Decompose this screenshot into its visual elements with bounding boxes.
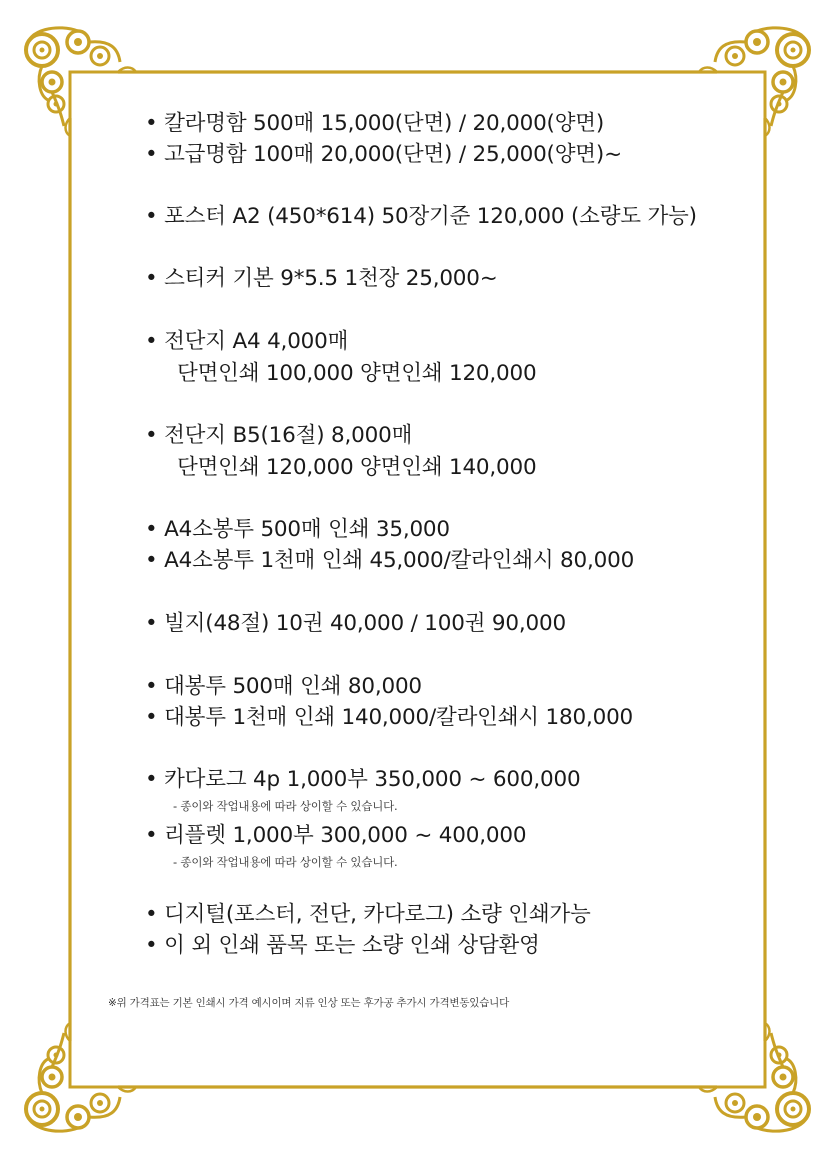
item-color-business-card: • 칼라명함 500매 15,000(단면) / 20,000(양면) xyxy=(145,111,605,136)
scroll-swirl-icon xyxy=(26,1023,136,1131)
item-flyer-a4: • 전단지 A4 4,000매 xyxy=(145,329,349,354)
scroll-swirl-icon xyxy=(699,28,809,136)
item-digital-print: • 디지털(포스터, 전단, 카다로그) 소량 인쇄가능 xyxy=(145,902,591,927)
item-large-envelope-1000: • 대봉투 1천매 인쇄 140,000/칼라인쇄시 180,000 xyxy=(145,705,634,730)
item-sticker: • 스티커 기본 9*5.5 1천장 25,000~ xyxy=(145,266,498,291)
item-bill-book: • 빌지(48절) 10권 40,000 / 100권 90,000 xyxy=(145,611,566,636)
item-a4-envelope-500: • A4소봉투 500매 인쇄 35,000 xyxy=(145,517,450,542)
item-a4-envelope-1000: • A4소봉투 1천매 인쇄 45,000/칼라인쇄시 80,000 xyxy=(145,548,635,573)
item-leaflet: • 리플렛 1,000부 300,000 ~ 400,000 xyxy=(145,823,527,848)
item-flyer-b5: • 전단지 B5(16절) 8,000매 xyxy=(145,423,413,448)
item-consultation: • 이 외 인쇄 품목 또는 소량 인쇄 상담환영 xyxy=(145,933,540,958)
item-catalog-note: - 종이와 작업내용에 따라 상이할 수 있습니다. xyxy=(173,799,398,813)
scroll-swirl-icon xyxy=(699,1023,809,1131)
footer-disclaimer: ※위 가격표는 기본 인쇄시 가격 예시이며 지류 인상 또는 후가공 추가시 가격변동있습니다 xyxy=(108,997,510,1009)
item-premium-business-card: • 고급명함 100매 20,000(단면) / 25,000(양면)~ xyxy=(145,142,622,167)
item-leaflet-note: - 종이와 작업내용에 따라 상이할 수 있습니다. xyxy=(173,855,398,869)
item-large-envelope-500: • 대봉투 500매 인쇄 80,000 xyxy=(145,674,422,699)
item-flyer-a4-prices: 단면인쇄 100,000 양면인쇄 120,000 xyxy=(177,361,537,386)
item-flyer-b5-prices: 단면인쇄 120,000 양면인쇄 140,000 xyxy=(177,455,537,480)
item-poster-a2: • 포스터 A2 (450*614) 50장기준 120,000 (소량도 가능) xyxy=(145,204,697,229)
scroll-swirl-icon xyxy=(26,28,136,136)
item-catalog: • 카다로그 4p 1,000부 350,000 ~ 600,000 xyxy=(145,767,581,792)
